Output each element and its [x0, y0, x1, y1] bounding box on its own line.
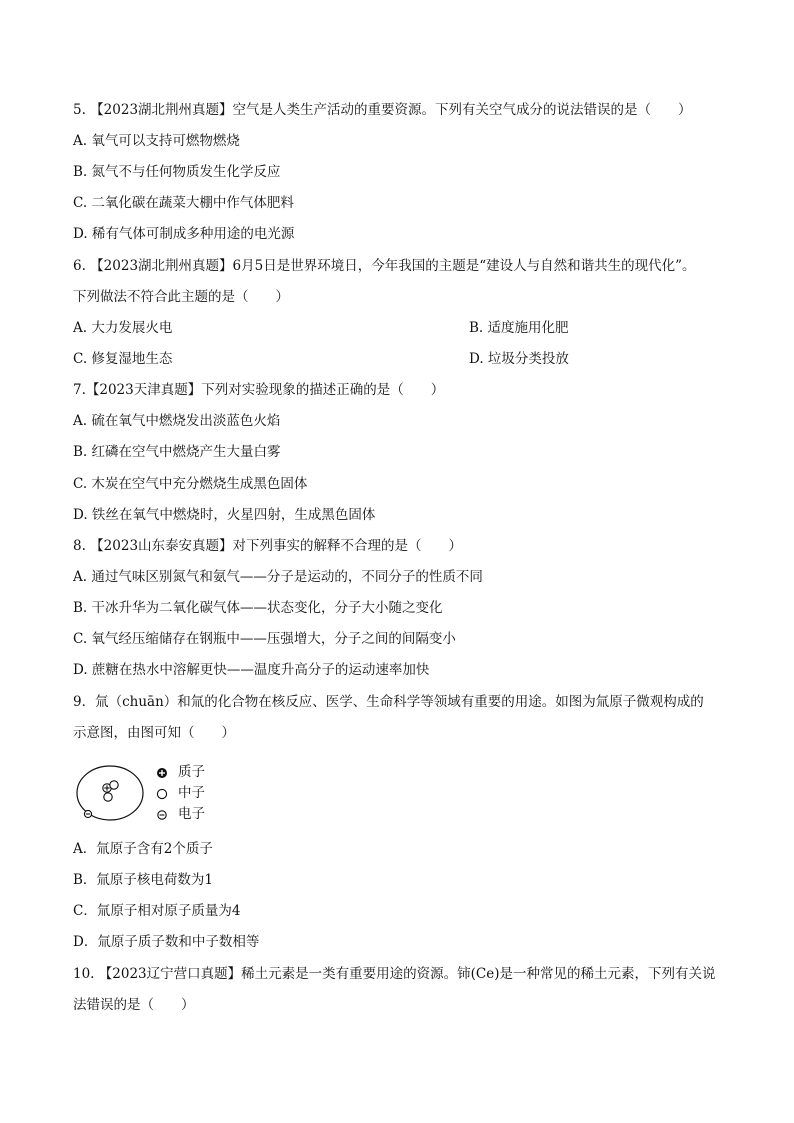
q5-stem: 5. 【2023湖北荆州真题】空气是人类生产活动的重要资源。下列有关空气成分的说法错误的是（ ） — [73, 102, 692, 118]
q6-stem-line2: 下列做法不符合此主题的是（ ） — [73, 289, 289, 305]
q9-option-a: A．氚原子含有2个质子 — [73, 841, 213, 857]
neutron-circle-icon — [156, 788, 168, 800]
q5-option-b: B. 氮气不与任何物质发生化学反应 — [73, 164, 281, 180]
q7-option-b: B. 红磷在空气中燃烧产生大量白雾 — [73, 444, 281, 460]
q8-option-d: D. 蔗糖在热水中溶解更快——温度升高分子的运动速率加快 — [73, 662, 430, 678]
q9-option-d: D．氚原子质子数和中子数相等 — [73, 934, 260, 950]
q7-option-d: D. 铁丝在氧气中燃烧时，火星四射，生成黑色固体 — [73, 507, 376, 523]
q9-stem-line1: 9．氚（chuān）和氚的化合物在核反应、医学、生命科学等领域有重要的用途。如图为氚原子微观构成的 — [73, 694, 704, 710]
legend-electron — [156, 804, 276, 825]
q6-option-d: D. 垃圾分类投放 — [469, 351, 569, 367]
legend-neutron — [156, 783, 276, 804]
q7-stem: 7.【2023天津真题】下列对实验现象的描述正确的是（ ） — [73, 382, 445, 398]
q8-stem: 8. 【2023山东泰安真题】对下列事实的解释不合理的是（ ） — [73, 538, 463, 554]
q6-option-b: B. 适度施用化肥 — [469, 320, 569, 336]
legend-proton-label: 质子 — [178, 764, 205, 780]
q6-option-row1 — [73, 318, 754, 338]
q5-option-c: C. 二氧化碳在蔬菜大棚中作气体肥料 — [73, 195, 294, 211]
legend-neutron-label: 中子 — [178, 785, 205, 801]
q9-option-c: C．氚原子相对原子质量为4 — [73, 903, 241, 919]
tritium-atom-diagram — [72, 764, 152, 826]
q8-option-a: A. 通过气味区别氮气和氨气——分子是运动的，不同分子的性质不同 — [73, 569, 483, 585]
q5-option-a: A. 氧气可以支持可燃物燃烧 — [73, 133, 240, 149]
q5-option-d: D. 稀有气体可制成多种用途的电光源 — [73, 226, 295, 242]
neutron-icon — [104, 793, 112, 801]
q9-option-b: B．氚原子核电荷数为1 — [73, 872, 214, 888]
q6-option-row2 — [73, 349, 754, 369]
q6-option-c: C. 修复湿地生态 — [73, 351, 173, 367]
q6-stem-line1: 6. 【2023湖北荆州真题】6月5日是世界环境日，今年我国的主题是“建设人与自然和谐共生的现代化”。 — [73, 258, 696, 274]
legend-electron-label: 电子 — [178, 806, 205, 822]
electron-minus-icon — [156, 809, 168, 821]
q8-option-c: C. 氧气经压缩储存在钢瓶中——压强增大，分子之间的间隔变小 — [73, 631, 456, 647]
q10-stem-line2: 法错误的是（ ） — [73, 997, 195, 1013]
proton-filled-icon — [156, 767, 168, 779]
neutron-icon — [110, 781, 118, 789]
q6-option-a: A. 大力发展火电 — [73, 320, 173, 336]
q7-option-a: A. 硫在氧气中燃烧发出淡蓝色火焰 — [73, 413, 281, 429]
legend-proton — [156, 762, 276, 783]
q10-stem-line1: 10. 【2023辽宁营口真题】稀土元素是一类有重要用途的资源。铈(Ce)是一种常见的稀土元素，下列有关说 — [73, 966, 716, 982]
diagram-legend — [156, 762, 276, 825]
q9-stem-line2: 示意图，由图可知（ ） — [73, 725, 235, 741]
q7-option-c: C. 木炭在空气中充分燃烧生成黑色固体 — [73, 476, 308, 492]
q8-option-b: B. 干冰升华为二氧化碳气体——状态变化，分子大小随之变化 — [73, 600, 443, 616]
